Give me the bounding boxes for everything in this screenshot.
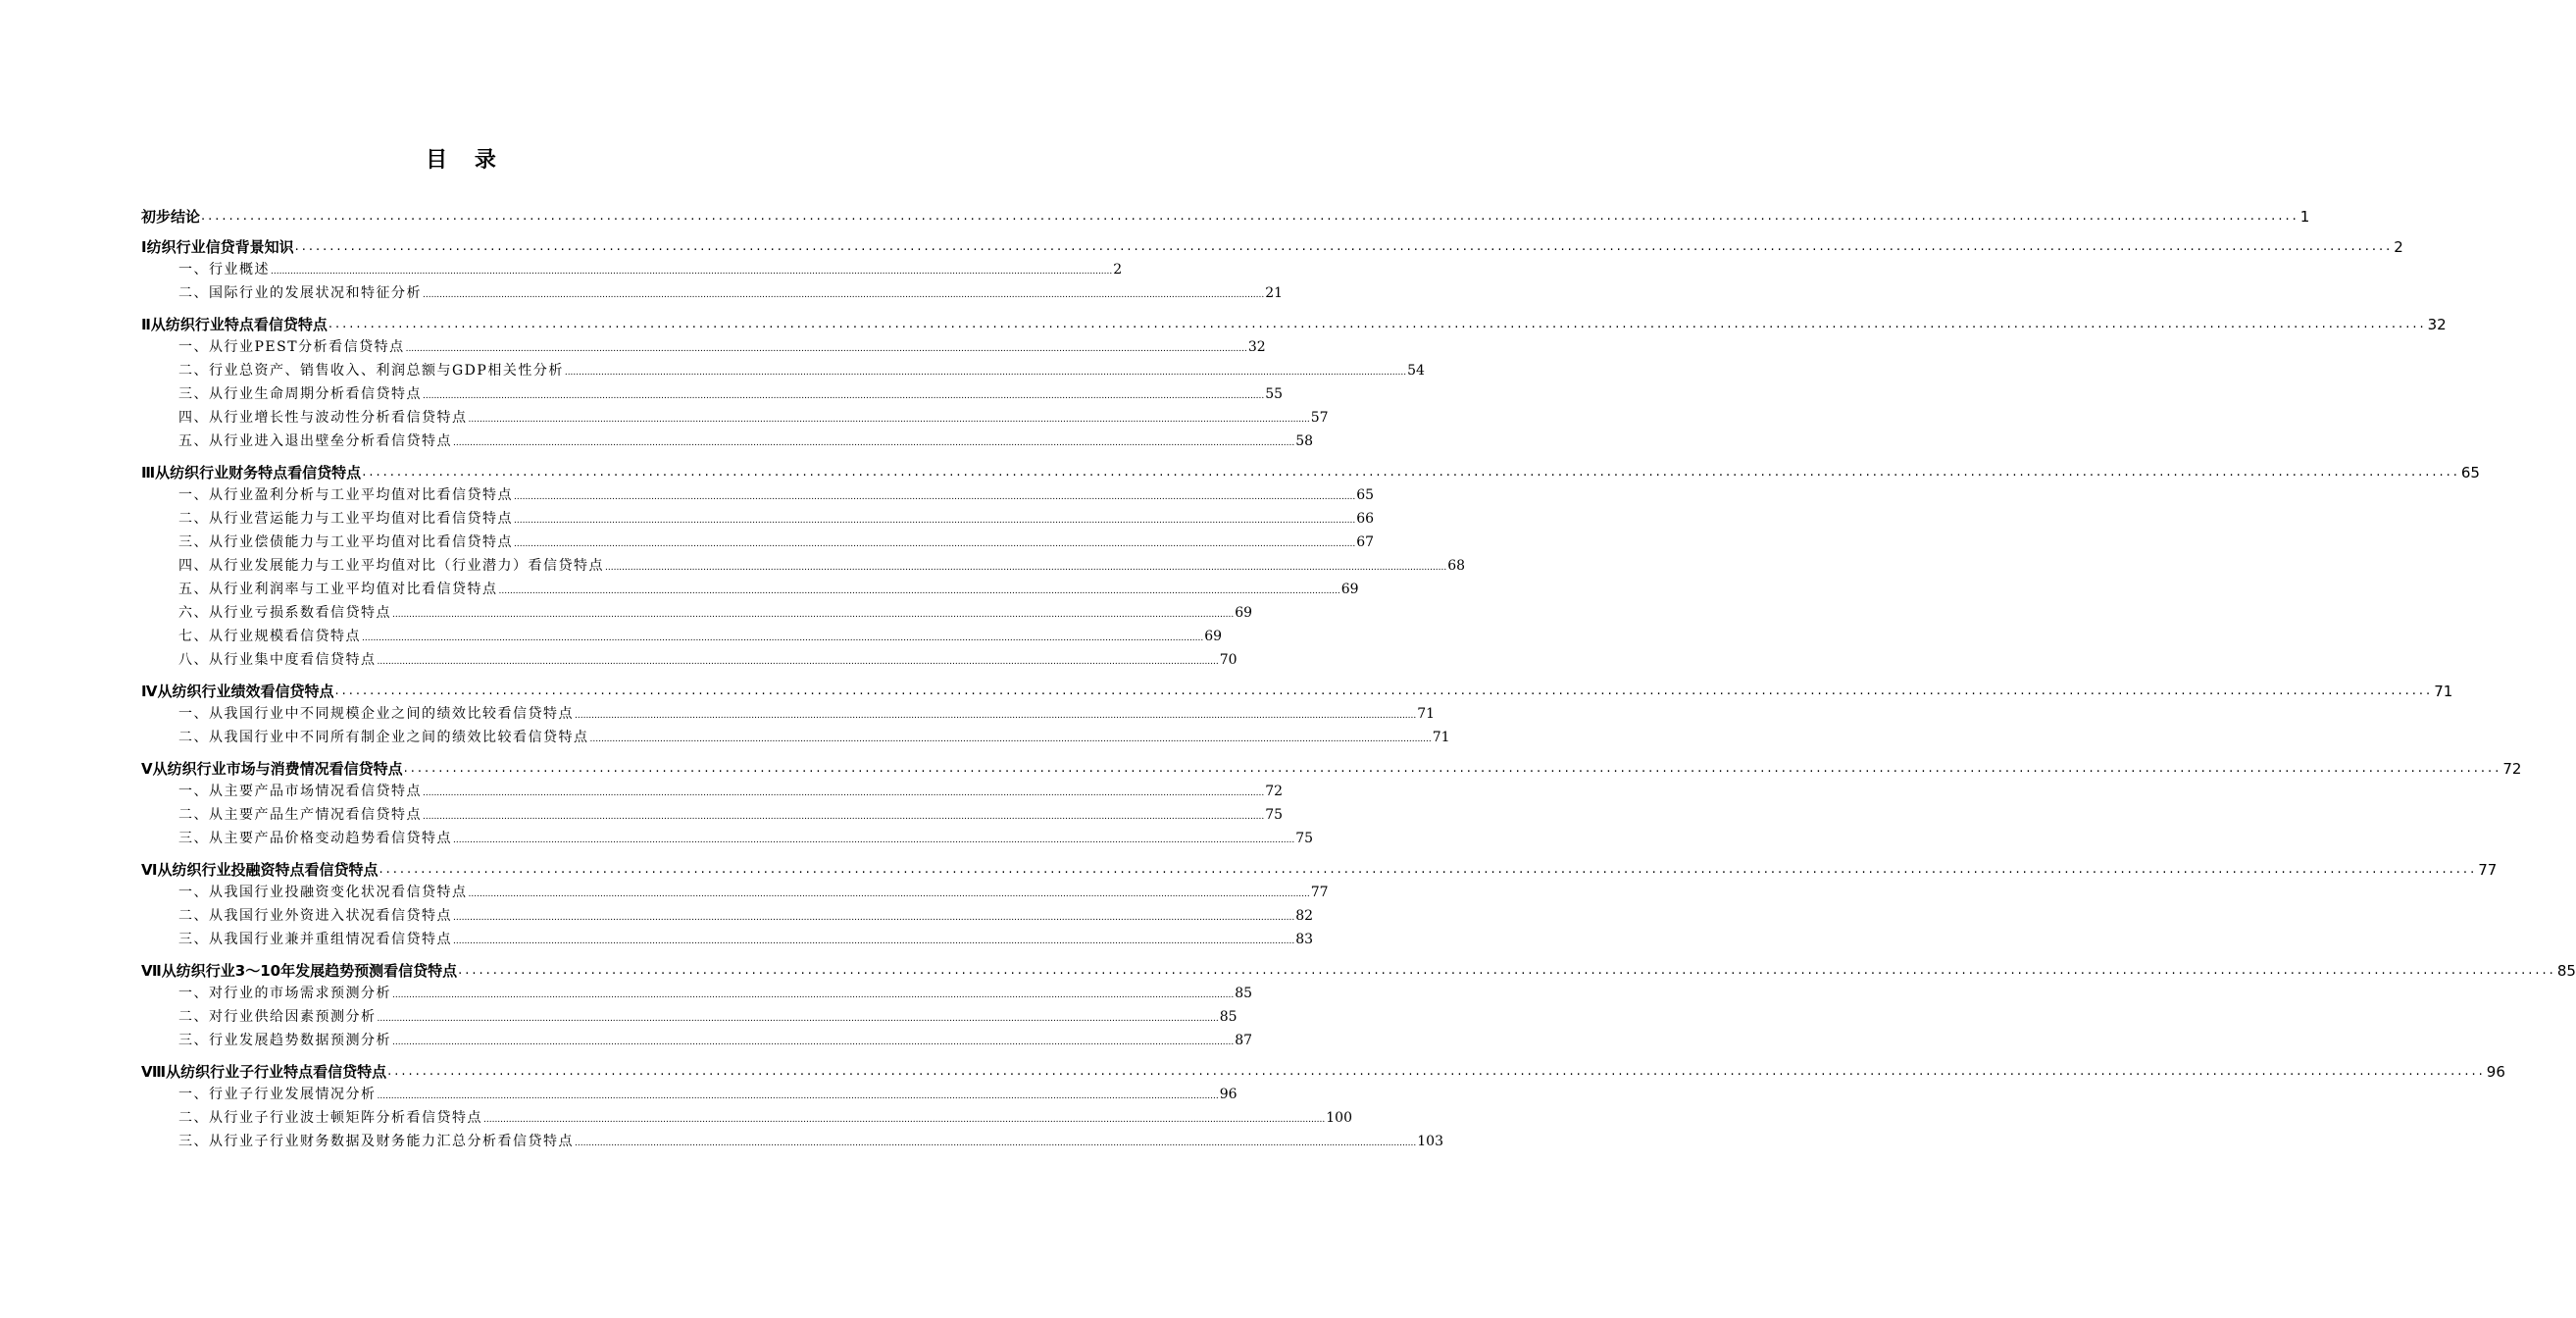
toc-section[interactable] — [141, 928, 1314, 951]
toc-chapter[interactable] — [141, 681, 2453, 702]
toc-chapter-label: Ⅵ从纺织行业投融资特点看信贷特点 — [141, 861, 379, 879]
toc-chapter[interactable] — [141, 462, 2480, 483]
toc-section-page-number: 67 — [1356, 534, 1375, 550]
dot-leader: ............................................................................................................................................................................................................................................................................................................ — [605, 563, 1447, 573]
dot-leader: ............................................................................................................................................................................................................................................................................................................ — [514, 539, 1356, 549]
toc-section-label: 一、从行业盈利分析与工业平均值对比看信贷特点 — [178, 487, 513, 503]
toc-chapter-label: Ⅷ从纺织行业子行业特点看信贷特点 — [141, 1063, 387, 1081]
toc-section-label: 二、从行业子行业波士顿矩阵分析看信贷特点 — [178, 1110, 482, 1126]
dot-leader: ............................................................................................................................................................................................................................................................................................................ — [564, 368, 1407, 378]
toc-section-page-number: 2 — [1113, 262, 1123, 278]
toc-chapter[interactable] — [141, 758, 2522, 780]
dot-leader: ............................................................................................................................................................................................................................................................................................................ — [392, 610, 1235, 620]
dot-leader: ............................................................................................................................................................................................................................................................................................................ — [271, 267, 1113, 277]
toc-section[interactable] — [141, 702, 1436, 726]
dot-leader: ............................................................................................................................................................................................................................................................................................................ — [453, 438, 1295, 448]
toc-section[interactable] — [141, 578, 1359, 601]
page-title: 目 录 — [426, 148, 506, 173]
toc-section-page-number: 57 — [1310, 410, 1329, 426]
toc-chapter-label: Ⅰ纺织行业信贷背景知识 — [141, 238, 294, 256]
toc-section[interactable] — [141, 483, 1375, 507]
dot-leader: ............................................................................................................................................................................................................................................................................................................ — [423, 812, 1265, 822]
toc-section[interactable] — [141, 1083, 1237, 1106]
toc-section[interactable] — [141, 625, 1223, 648]
toc-section[interactable] — [141, 1005, 1237, 1029]
toc-section-page-number: 87 — [1235, 1033, 1253, 1048]
dot-leader: ............................................................................................................................................................................................................................................................................................................ — [498, 586, 1340, 596]
toc-chapter[interactable] — [141, 236, 2403, 258]
toc-chapter-page-number: 96 — [2486, 1063, 2505, 1081]
toc-section-page-number: 72 — [1265, 784, 1284, 799]
toc-chapter-page-number: 1 — [2299, 208, 2310, 226]
toc-chapter-label: Ⅴ从纺织行业市场与消费情况看信贷特点 — [141, 760, 403, 778]
toc-section[interactable] — [141, 904, 1314, 928]
toc-section-page-number: 21 — [1265, 285, 1284, 301]
toc-section-label: 四、从行业发展能力与工业平均值对比（行业潜力）看信贷特点 — [178, 558, 604, 574]
toc-section-label: 三、从行业偿债能力与工业平均值对比看信贷特点 — [178, 534, 513, 550]
toc-section[interactable] — [141, 406, 1329, 430]
toc-section[interactable] — [141, 780, 1284, 803]
toc-section-label: 八、从行业集中度看信贷特点 — [178, 652, 377, 668]
toc-section-label: 五、从行业进入退出壁垒分析看信贷特点 — [178, 433, 452, 449]
toc-section-page-number: 103 — [1417, 1134, 1443, 1149]
toc-section-page-number: 71 — [1432, 730, 1450, 745]
toc-section-page-number: 66 — [1356, 511, 1375, 527]
toc-section[interactable] — [141, 982, 1253, 1005]
toc-section-label: 七、从行业规模看信贷特点 — [178, 629, 361, 644]
toc-chapter-page-number: 72 — [2502, 760, 2522, 778]
toc-section-label: 三、行业发展趋势数据预测分析 — [178, 1033, 391, 1048]
toc-section-label: 三、从主要产品价格变动趋势看信贷特点 — [178, 831, 452, 846]
dot-leader: ............................................................................................................................................................................................................................................................................................................ — [575, 711, 1417, 721]
dot-leader: ............................................................................................................................................................................................................................................................................................................ — [379, 862, 2478, 877]
toc-section[interactable] — [141, 1130, 1443, 1153]
toc-section-label: 二、从我国行业中不同所有制企业之间的绩效比较看信贷特点 — [178, 730, 589, 745]
toc-section-label: 二、国际行业的发展状况和特征分析 — [178, 285, 422, 301]
toc-section[interactable] — [141, 258, 1123, 281]
dot-leader: ............................................................................................................................................................................................................................................................................................................ — [387, 1064, 2486, 1079]
toc-section[interactable] — [141, 382, 1284, 406]
toc-chapter[interactable] — [141, 206, 2310, 228]
toc-section-label: 三、从我国行业兼并重组情况看信贷特点 — [178, 932, 452, 947]
toc-section[interactable] — [141, 1029, 1253, 1052]
dot-leader: ............................................................................................................................................................................................................................................................................................................ — [575, 1139, 1417, 1148]
dot-leader: ............................................................................................................................................................................................................................................................................................................ — [377, 1091, 1219, 1101]
toc-chapter[interactable] — [141, 960, 2576, 982]
toc-section-page-number: 75 — [1295, 831, 1314, 846]
toc-chapter[interactable] — [141, 859, 2498, 881]
dot-leader: ............................................................................................................................................................................................................................................................................................................ — [362, 465, 2460, 480]
toc-section-page-number: 69 — [1340, 582, 1359, 597]
toc-section-page-number: 85 — [1235, 986, 1253, 1001]
toc-section-page-number: 85 — [1219, 1009, 1237, 1025]
toc-section[interactable] — [141, 531, 1375, 554]
toc-section-page-number: 54 — [1407, 363, 1425, 379]
dot-leader: ............................................................................................................................................................................................................................................................................................................ — [201, 209, 2299, 224]
toc-section-label: 二、从行业营运能力与工业平均值对比看信贷特点 — [178, 511, 513, 527]
dot-leader: ............................................................................................................................................................................................................................................................................................................ — [468, 415, 1310, 425]
toc-section-page-number: 55 — [1265, 386, 1284, 402]
toc-section-label: 五、从行业利润率与工业平均值对比看信贷特点 — [178, 582, 498, 597]
toc-section-page-number: 71 — [1417, 706, 1436, 722]
toc-chapter-label: Ⅶ从纺织行业3～10年发展趋势预测看信贷特点 — [141, 962, 458, 980]
toc-section-label: 六、从行业亏损系数看信贷特点 — [178, 605, 391, 621]
toc-section[interactable] — [141, 554, 1466, 578]
toc-section-page-number: 69 — [1235, 605, 1253, 621]
toc-section-label: 四、从行业增长性与波动性分析看信贷特点 — [178, 410, 468, 426]
toc-section-label: 二、从我国行业外资进入状况看信贷特点 — [178, 908, 452, 924]
toc-chapter-page-number: 2 — [2394, 238, 2403, 256]
toc-section[interactable] — [141, 881, 1329, 904]
dot-leader: ............................................................................................................................................................................................................................................................................................................ — [423, 290, 1265, 300]
toc-chapter-page-number: 77 — [2478, 861, 2498, 879]
toc-section-page-number: 82 — [1295, 908, 1314, 924]
toc-section[interactable] — [141, 1106, 1352, 1130]
dot-leader: ............................................................................................................................................................................................................................................................................................................ — [458, 963, 2556, 978]
toc-section[interactable] — [141, 648, 1237, 672]
toc-section[interactable] — [141, 335, 1266, 359]
toc-chapter-page-number: 71 — [2434, 683, 2453, 700]
toc-section[interactable] — [141, 281, 1284, 305]
toc-chapter-label: Ⅲ从纺织行业财务特点看信贷特点 — [141, 464, 362, 482]
dot-leader: ............................................................................................................................................................................................................................................................................................................ — [377, 1014, 1219, 1024]
dot-leader: ............................................................................................................................................................................................................................................................................................................ — [403, 761, 2502, 776]
toc-section-page-number: 77 — [1310, 885, 1329, 900]
dot-leader: ............................................................................................................................................................................................................................................................................................................ — [483, 1115, 1326, 1125]
toc-section-label: 一、行业概述 — [178, 262, 270, 278]
toc-section-label: 一、从我国行业中不同规模企业之间的绩效比较看信贷特点 — [178, 706, 574, 722]
toc-chapter-label: Ⅱ从纺织行业特点看信贷特点 — [141, 316, 328, 333]
toc-section[interactable] — [141, 803, 1284, 827]
toc-chapter-label: Ⅳ从纺织行业绩效看信贷特点 — [141, 683, 334, 700]
dot-leader: ............................................................................................................................................................................................................................................................................................................ — [328, 317, 2427, 331]
toc-section-label: 一、行业子行业发展情况分析 — [178, 1087, 377, 1102]
dot-leader: ............................................................................................................................................................................................................................................................................................................ — [468, 889, 1310, 899]
toc-section[interactable] — [141, 507, 1375, 531]
toc-section-label: 三、从行业子行业财务数据及财务能力汇总分析看信贷特点 — [178, 1134, 574, 1149]
toc-chapter-label: 初步结论 — [141, 208, 201, 226]
toc-chapter[interactable] — [141, 1061, 2505, 1083]
dot-leader: ............................................................................................................................................................................................................................................................................................................ — [514, 492, 1356, 502]
dot-leader: ............................................................................................................................................................................................................................................................................................................ — [453, 836, 1295, 845]
toc-section-label: 一、从主要产品市场情况看信贷特点 — [178, 784, 422, 799]
toc-section-page-number: 58 — [1295, 433, 1314, 449]
toc-section-label: 二、从主要产品生产情况看信贷特点 — [178, 807, 422, 823]
toc-section-label: 一、从我国行业投融资变化状况看信贷特点 — [178, 885, 468, 900]
toc-chapter-page-number: 65 — [2460, 464, 2480, 482]
dot-leader: ............................................................................................................................................................................................................................................................................................................ — [423, 788, 1265, 798]
toc-chapter-page-number: 85 — [2556, 962, 2576, 980]
toc-section[interactable] — [141, 359, 1425, 382]
toc-section-label: 一、从行业PEST分析看信贷特点 — [178, 339, 405, 355]
toc-section[interactable] — [141, 430, 1314, 453]
dot-leader: ............................................................................................................................................................................................................................................................................................................ — [392, 1038, 1235, 1047]
dot-leader: ............................................................................................................................................................................................................................................................................................................ — [362, 634, 1204, 643]
dot-leader: ............................................................................................................................................................................................................................................................................................................ — [423, 391, 1265, 401]
toc-section-page-number: 70 — [1219, 652, 1237, 668]
toc-section-page-number: 100 — [1326, 1110, 1352, 1126]
toc-chapter[interactable] — [141, 314, 2447, 335]
table-of-contents — [141, 206, 2576, 1153]
toc-section-label: 二、行业总资产、销售收入、利润总额与GDP相关性分析 — [178, 363, 564, 379]
dot-leader: ............................................................................................................................................................................................................................................................................................................ — [405, 344, 1247, 354]
toc-section-page-number: 96 — [1219, 1087, 1237, 1102]
toc-section-page-number: 32 — [1247, 339, 1266, 355]
toc-section-page-number: 83 — [1295, 932, 1314, 947]
toc-section-page-number: 68 — [1447, 558, 1466, 574]
toc-chapter-page-number: 32 — [2427, 316, 2447, 333]
toc-section-label: 一、对行业的市场需求预测分析 — [178, 986, 391, 1001]
dot-leader: ............................................................................................................................................................................................................................................................................................................ — [377, 657, 1219, 667]
dot-leader: ............................................................................................................................................................................................................................................................................................................ — [514, 516, 1356, 526]
dot-leader: ............................................................................................................................................................................................................................................................................................................ — [334, 684, 2434, 698]
dot-leader: ............................................................................................................................................................................................................................................................................................................ — [589, 735, 1432, 744]
toc-section[interactable] — [141, 726, 1450, 749]
toc-section[interactable] — [141, 601, 1253, 625]
toc-section-label: 三、从行业生命周期分析看信贷特点 — [178, 386, 422, 402]
toc-section[interactable] — [141, 827, 1314, 850]
dot-leader: ............................................................................................................................................................................................................................................................................................................ — [453, 913, 1295, 923]
toc-section-page-number: 69 — [1204, 629, 1223, 644]
toc-section-page-number: 75 — [1265, 807, 1284, 823]
toc-section-label: 二、对行业供给因素预测分析 — [178, 1009, 377, 1025]
toc-section-page-number: 65 — [1356, 487, 1375, 503]
dot-leader: ............................................................................................................................................................................................................................................................................................................ — [392, 990, 1235, 1000]
dot-leader: ............................................................................................................................................................................................................................................................................................................ — [294, 239, 2394, 254]
dot-leader: ............................................................................................................................................................................................................................................................................................................ — [453, 937, 1295, 946]
